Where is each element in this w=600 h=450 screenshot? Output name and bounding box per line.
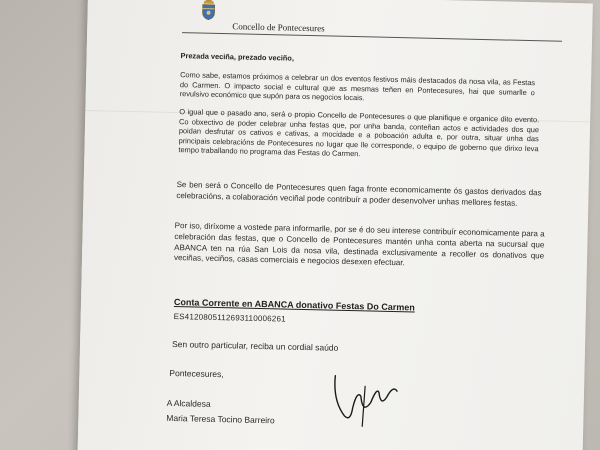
letter-paper	[77, 0, 593, 450]
paragraph-2: O igual que o pasado ano, será o propio Concello de Pontecesures o que planifique e organice dito evento. Co obxectivo de poder celebrar unha festas que, por unha banda, conteñan actos e actividades dos que poidan desfrutar os cativos e cativas, a mocidade e a poboación adulta e, por outra, situar unha das principais celebracións de Pontecesures no lugar que lle corresponde, o equipo de goberno que dirixo leva tempo traballando no programa das Festas do Carmen.	[178, 107, 540, 159]
closing-line: Sen outro particular, reciba un cordial saúdo	[171, 338, 339, 353]
letter-header: Concello de Pontecesures	[182, 20, 562, 42]
paragraph-1: Como sabe, estamos próximos a celebrar un dos eventos festivos máis destacados da nosa vila, as Festas do Carmen. O impacto social e cultural que as mesmas teñen en Pontecesures, hai que sumarlle o revulsivo económico que supón para os negocios locais.	[179, 70, 536, 103]
coat-of-arms-icon	[200, 0, 216, 21]
paragraph-3: Se ben será o Concello de Pontecesures quen faga fronte economicamente ós gastos derivados das celebracións, a colaboración veciñal pode contribuír a poder desenvolver unhas mellores festas.	[176, 180, 542, 208]
place-line: Pontecesures,	[169, 367, 224, 380]
greeting: Prezada veciña, prezado veciño,	[180, 51, 295, 63]
signer-name: Maria Teresa Tocino Barreiro	[166, 412, 275, 426]
handwritten-signature-icon	[326, 356, 408, 438]
signer-title: A Alcaldesa	[166, 397, 211, 409]
paragraph-4: Por iso, diríxome a vostede para informarlle, por se é do seu interese contribuír economicamente para a celebración das festas, que o Concello de Pontecesures mantén unha conta aberta na sucursal que ABANCA ten na rúa San Lois da nosa vila, destinada exclusivamente a recoller os donativos que veciñas, veciños, casas comerciais e negocios desexen efectuar.	[173, 221, 545, 268]
account-title: Conta Corrente en ABANCA donativo Festas Do Carmen	[173, 297, 415, 313]
iban: ES4120805112693110006261	[173, 312, 286, 324]
